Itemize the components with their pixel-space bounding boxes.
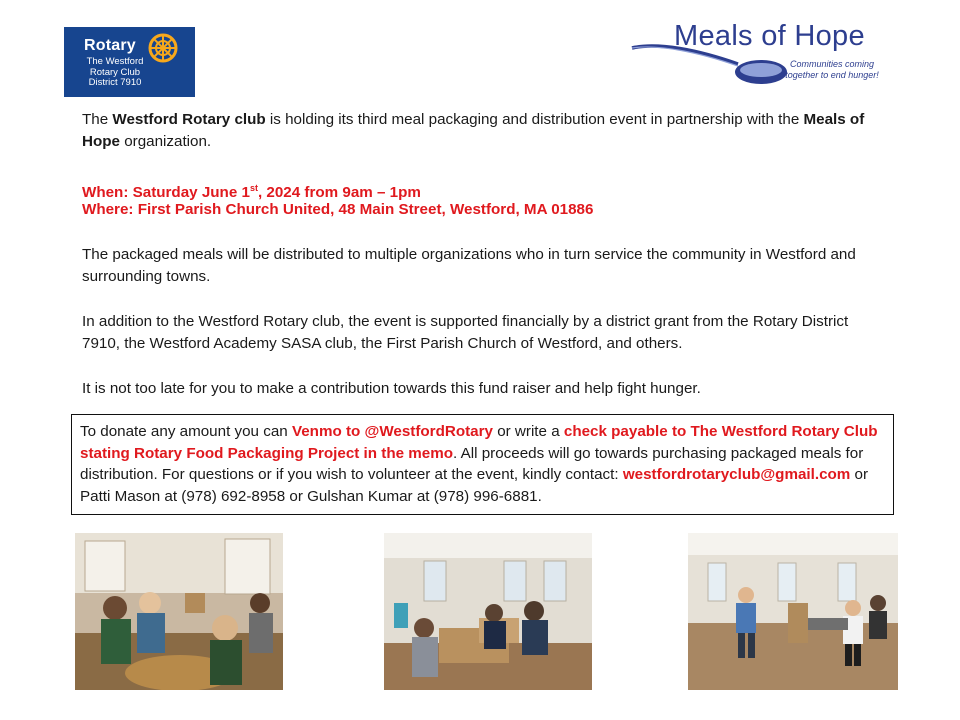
when-sup: st bbox=[249, 183, 258, 193]
rotary-logo-subtitle bbox=[70, 57, 160, 89]
donate-text: or write a bbox=[492, 423, 564, 440]
meals-of-hope-logo bbox=[628, 20, 898, 96]
when-time: , 2024 from 9am – 1pm bbox=[257, 184, 421, 202]
intro-text: The bbox=[82, 111, 113, 128]
event-photo-3 bbox=[688, 533, 898, 690]
event-photo-2 bbox=[384, 533, 592, 690]
org-name-meals-of-hope: Meals of Hope bbox=[82, 111, 865, 150]
rotary-sub-line: District 7910 bbox=[88, 77, 142, 88]
tagline-line: Communities coming bbox=[789, 59, 875, 69]
rotary-logo bbox=[64, 27, 195, 97]
event-where: Where: First Parish Church United, 48 Main Street, Westford, MA 01886 bbox=[82, 201, 594, 218]
donate-text: To donate any amount you can bbox=[80, 423, 292, 440]
distribution-paragraph: The packaged meals will be distributed to multiple organizations who in turn service the community in Westford and surrounding towns. bbox=[82, 246, 856, 285]
when-text: When: Saturday June 1 bbox=[82, 184, 250, 202]
venmo-handle[interactable]: Venmo to @WestfordRotary bbox=[291, 423, 493, 440]
rotary-sub-line: Rotary Club bbox=[89, 66, 141, 78]
rotary-logo-name: Rotary bbox=[84, 37, 136, 54]
check-instructions: check payable to The Westford Rotary Club stating Rotary Food Packaging Project in the memo bbox=[80, 423, 878, 462]
event-photo-1 bbox=[75, 533, 283, 690]
tagline-line: together to end hunger! bbox=[785, 69, 879, 80]
donation-box bbox=[71, 414, 894, 515]
donate-text: . All proceeds will go towards purchasing packaged meals for distribution. For questions or if you wish to volunteer at the event, kindly contact: bbox=[80, 444, 864, 483]
org-name-rotary: Westford Rotary club bbox=[112, 111, 266, 128]
contact-email-link[interactable]: westfordrotaryclub@gmail.com bbox=[622, 466, 851, 483]
support-paragraph: In addition to the Westford Rotary club, the event is supported financially by a district grant from the Rotary District 7910, the Westford Academy SASA club, the First Parish Church of Westford, and others. bbox=[82, 313, 849, 352]
intro-paragraph bbox=[82, 109, 882, 153]
intro-text: organization. bbox=[119, 133, 212, 150]
meals-of-hope-title: Meals of Hope bbox=[674, 20, 865, 52]
contribution-paragraph: It is not too late for you to make a contribution towards this fund raiser and help fight hunger. bbox=[82, 380, 701, 397]
rotary-sub-line: The Westford bbox=[86, 56, 144, 67]
meals-of-hope-tagline bbox=[776, 59, 888, 80]
donate-contacts: or Patti Mason at (978) 692-8958 or Gulshan Kumar at (978) 996-6881. bbox=[80, 466, 869, 505]
intro-text: is holding its third meal packaging and distribution event in partnership with the bbox=[265, 111, 804, 128]
